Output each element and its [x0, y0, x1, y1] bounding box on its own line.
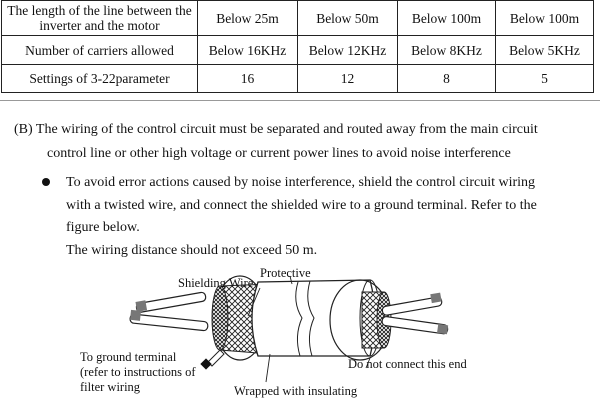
- table-row: [2, 65, 594, 93]
- section-b-line-2: control line or other high voltage or current power lines to avoid noise interference: [47, 146, 511, 161]
- label-wrapped-insulating: Wrapped with insulating: [234, 384, 358, 398]
- row-label-carriers: Number of carriers allowed: [2, 36, 198, 65]
- table-row: [2, 36, 594, 65]
- right-wire-ends: [382, 293, 449, 335]
- table-cell: Below 100m: [398, 1, 496, 36]
- carrier-frequency-table: [1, 0, 594, 93]
- label-filter-wiring: filter wiring: [80, 380, 141, 394]
- table-cell: Below 12KHz: [298, 36, 398, 65]
- section-b-line-1: (B) The wiring of the control circuit must be separated and routed away from the main circuit: [14, 122, 538, 137]
- label-ground-terminal: To ground terminal: [80, 350, 177, 364]
- bullet-line-2: with a twisted wire, and connect the shielded wire to a ground terminal. Refer to the: [66, 197, 537, 213]
- table-cell: Below 50m: [298, 1, 398, 36]
- table-cell: Below 100m: [496, 1, 594, 36]
- label-shielding-wire: Shielding Wire: [178, 276, 254, 290]
- table-cell: Below 8KHz: [398, 36, 496, 65]
- table-row: [2, 1, 594, 36]
- bullet-line-3: figure below.: [66, 220, 140, 235]
- wiring-distance-note: The wiring distance should not exceed 50 m.: [66, 242, 318, 258]
- table-cell: 16: [198, 65, 298, 93]
- bullet-line-1: To avoid error actions caused by noise interference, shield the control circuit wiring: [66, 175, 536, 190]
- row-label-line-length: The length of the line between the inverter and the motor: [2, 1, 198, 36]
- section-b-paragraph: [14, 118, 594, 166]
- label-ground-instructions: (refer to instructions of: [80, 365, 196, 379]
- label-do-not-connect: Do not connect this end: [348, 357, 467, 371]
- table-cell: Below 5KHz: [496, 36, 594, 65]
- table-cell: Below 16KHz: [198, 36, 298, 65]
- bullet-dot-icon: [42, 178, 50, 186]
- label-protective: Protective: [260, 266, 311, 280]
- row-label-settings: Settings of 3-22parameter: [2, 65, 198, 93]
- bullet-text: [66, 172, 594, 240]
- shielded-wire-diagram: [70, 262, 470, 406]
- left-wire-ends: [130, 292, 209, 331]
- shielding-bullet: [42, 172, 594, 262]
- table-cell: Below 25m: [198, 1, 298, 36]
- table-cell: 5: [496, 65, 594, 93]
- table-cell: 12: [298, 65, 398, 93]
- table-cell: 8: [398, 65, 496, 93]
- carrier-table-container: [1, 0, 593, 93]
- protective-jacket: [252, 280, 380, 356]
- section-divider: [0, 100, 600, 101]
